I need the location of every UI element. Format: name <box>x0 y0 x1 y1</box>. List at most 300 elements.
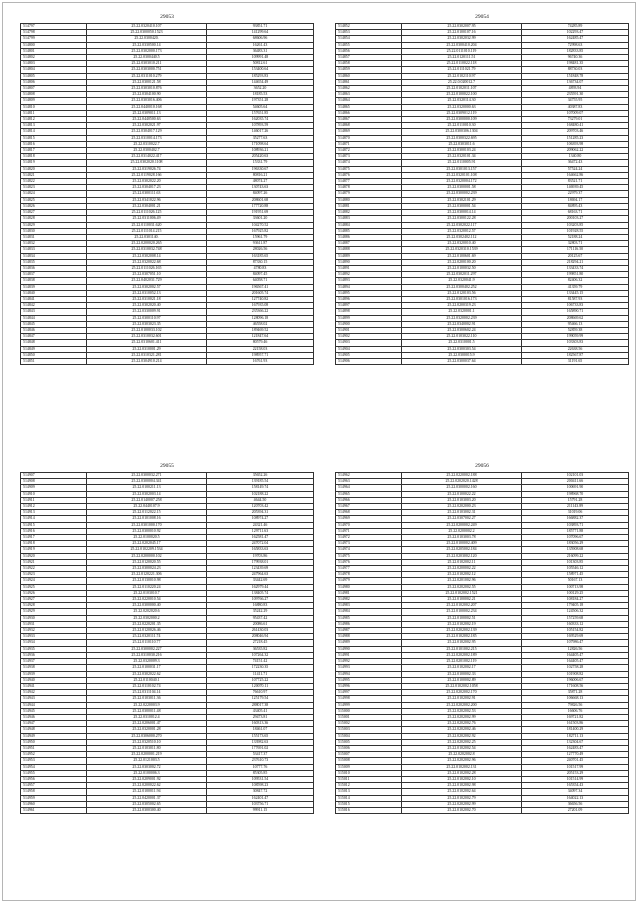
row-number-cell: 514907 <box>21 473 87 479</box>
amount-cell: 107096.67 <box>522 535 629 541</box>
parcel-code-cell: 25.22.0101008.16 <box>87 516 207 522</box>
parcel-code-cell: 25.22.0300402.252 <box>402 284 522 290</box>
row-number-cell: 515008 <box>336 758 402 764</box>
amount-cell: 85305.85 <box>207 770 314 776</box>
amount-cell: 18461.07 <box>207 727 314 733</box>
row-number-cell: 514997 <box>336 690 402 696</box>
amount-cell: 100691.90 <box>522 485 629 491</box>
parcel-code-cell: 25.22.0309012.119 <box>402 110 522 116</box>
amount-cell: 133445.15 <box>522 290 629 296</box>
row-number-cell: 514872 <box>336 148 402 154</box>
row-number-cell: 514878 <box>336 185 402 191</box>
amount-cell: 100129.25 <box>522 590 629 596</box>
amount-cell: 106668.13 <box>522 696 629 702</box>
amount-cell: 155173.65 <box>207 733 314 739</box>
parcel-code-cell: 25.22.0310032.601 <box>87 334 207 340</box>
parcel-code-cell: 25.22.0110220.24 <box>87 584 207 590</box>
parcel-code-cell: 25.22.0120221.306 <box>87 572 207 578</box>
parcel-code-cell: 25.22.0320002.239 <box>402 315 522 321</box>
parcel-code-cell: 25.22.0102002.98 <box>402 783 522 789</box>
row-number-cell: 514871 <box>336 141 402 147</box>
amount-cell: 73279.01 <box>522 117 629 123</box>
amount-cell: 35652.26 <box>207 473 314 479</box>
amount-cell: 80816.21 <box>207 172 314 178</box>
row-number-cell: 514827 <box>21 210 87 216</box>
row-number-cell: 514798 <box>21 30 87 36</box>
row-number-cell: 514957 <box>21 783 87 789</box>
row-number-cell: 514986 <box>336 621 402 627</box>
parcel-code-cell: 25.22.0310022.7 <box>87 141 207 147</box>
amount-cell: 52859.38 <box>522 327 629 333</box>
amount-cell: 196330.67 <box>207 166 314 172</box>
parcel-code-cell: 25.22.0100002.21 <box>402 597 522 603</box>
row-number-cell: 514971 <box>336 528 402 534</box>
parcel-code-cell: 25.22.0301016.173 <box>402 296 522 302</box>
amount-cell: 103756.71 <box>207 801 314 807</box>
row-number-cell: 514913 <box>21 510 87 516</box>
amount-cell: 127740.82 <box>207 296 314 302</box>
parcel-code-cell: 25.22.0320010.40 <box>402 241 522 247</box>
amount-cell: 103303.83 <box>522 340 629 346</box>
parcel-code-cell: 25.22.0102002.95 <box>402 640 522 646</box>
row-number-cell: 514905 <box>336 352 402 358</box>
amount-cell: 22979.37 <box>522 191 629 197</box>
parcel-code-cell: 25.22.0309011.13 <box>87 110 207 116</box>
row-number-cell: 514920 <box>21 553 87 559</box>
row-number-cell: 514804 <box>21 67 87 73</box>
parcel-code-cell: 25.22.0100002.409 <box>402 541 522 547</box>
row-number-cell: 514899 <box>336 315 402 321</box>
parcel-table <box>335 23 629 365</box>
row-number-cell: 514816 <box>21 141 87 147</box>
parcel-code-cell: 25.22.0110040.1 <box>87 677 207 683</box>
amount-cell: 108936.21 <box>207 148 314 154</box>
amount-cell: 30847.72 <box>207 789 314 795</box>
parcel-code-cell: 25.22.0320041.9 <box>402 278 522 284</box>
row-number-cell: 514938 <box>21 665 87 671</box>
row-number-cell: 514980 <box>336 584 402 590</box>
amount-cell: 247964.63 <box>207 572 314 578</box>
row-number-cell: 514990 <box>336 646 402 652</box>
amount-cell: 166882.37 <box>522 516 629 522</box>
amount-cell: 76610.97 <box>207 690 314 696</box>
row-number-cell: 514825 <box>21 197 87 203</box>
parcel-code-cell: 25.22.0301000.170 <box>87 522 207 528</box>
parcel-code-cell: 25.22.0310021.18 <box>87 296 207 302</box>
parcel-code-cell: 25.22.0130010.98 <box>87 578 207 584</box>
row-number-cell: 514914 <box>21 516 87 522</box>
row-number-cell: 514815 <box>21 135 87 141</box>
parcel-code-cell: 25.22.0302101.29 <box>402 197 522 203</box>
parcel-code-cell: 25.22.0200319.23 <box>402 303 522 309</box>
parcel-code-cell: 25.22.0.020012.7 <box>402 79 522 85</box>
row-number-cell: 514958 <box>21 789 87 795</box>
amount-cell: 208046.94 <box>207 634 314 640</box>
parcel-code-cell: 25.22.0201002.96 <box>402 578 522 584</box>
row-number-cell: 515013 <box>336 789 402 795</box>
parcel-code-cell: 25.22.0200001.219 <box>87 752 207 758</box>
parcel-code-cell: 25.22.0303000.751 <box>87 67 207 73</box>
row-number-cell: 514810 <box>21 104 87 110</box>
parcel-code-cell: 25.22.0202002.46 <box>402 727 522 733</box>
amount-cell: 160333.12 <box>522 621 629 627</box>
amount-cell: 109991.48 <box>207 55 314 61</box>
amount-cell: 19703.86 <box>207 553 314 559</box>
parcel-table-block <box>335 463 629 814</box>
parcel-code-cell: 25.22.0301140. <box>87 234 207 240</box>
parcel-code-cell: 25.22.0102002.12 <box>402 572 522 578</box>
row-number-cell: 514806 <box>21 79 87 85</box>
row-number-cell: 514835 <box>21 259 87 265</box>
amount-cell: 36483.31 <box>207 48 314 54</box>
parcel-code-cell: 25.22.0300002.160 <box>402 485 522 491</box>
amount-cell: 177720.88 <box>207 203 314 209</box>
amount-cell: 158971.45 <box>522 572 629 578</box>
parcel-code-cell: 25.22.0102110.97 <box>402 73 522 79</box>
row-number-cell: 514811 <box>21 110 87 116</box>
amount-cell: 237610.73 <box>207 758 314 764</box>
parcel-code-cell: 25.22.0100022.100 <box>402 92 522 98</box>
row-number-cell: 514891 <box>336 265 402 271</box>
parcel-code-cell: 25.22.0103002.31 <box>402 510 522 516</box>
parcel-code-cell: 25.22.0302011.297 <box>402 272 522 278</box>
amount-cell: 139185.54 <box>207 479 314 485</box>
parcel-code-cell: 25.22.0300122.28 <box>402 216 522 222</box>
amount-cell: 209703.46 <box>522 129 629 135</box>
row-number-cell: 514959 <box>21 795 87 801</box>
row-number-cell: 514983 <box>336 603 402 609</box>
amount-cell: 205420.63 <box>207 154 314 160</box>
parcel-code-cell: 25.22.0202002.55 <box>402 584 522 590</box>
parcel-code-cell: 25.22.0111026.125 <box>87 210 207 216</box>
row-number-cell: 514962 <box>336 473 402 479</box>
parcel-code-cell: 25.22.0102002.91 <box>402 696 522 702</box>
row-number-cell: 515002 <box>336 721 402 727</box>
amount-cell: 129711.63 <box>207 528 314 534</box>
parcel-code-cell: 25.22.0100031.17 <box>87 665 207 671</box>
row-number-cell: 514942 <box>21 690 87 696</box>
row-number-cell: 514943 <box>21 696 87 702</box>
row-number-cell: 514948 <box>21 727 87 733</box>
amount-cell: 235366.22 <box>207 309 314 315</box>
row-number-cell: 515007 <box>336 752 402 758</box>
row-number-cell: 514836 <box>21 265 87 271</box>
amount-cell: 18694.17 <box>522 197 629 203</box>
row-number-cell: 514991 <box>336 652 402 658</box>
amount-cell: 106733.83 <box>522 303 629 309</box>
amount-cell: 141299.64 <box>207 30 314 36</box>
row-number-cell: 514987 <box>336 628 402 634</box>
row-number-cell: 514840 <box>21 290 87 296</box>
amount-cell: 40387.83 <box>522 104 629 110</box>
row-number-cell: 514889 <box>336 253 402 259</box>
amount-cell: 185771.88 <box>522 528 629 534</box>
row-number-cell: 514994 <box>336 671 402 677</box>
row-number-cell: 514915 <box>21 522 87 528</box>
amount-cell: 182567.87 <box>522 352 629 358</box>
amount-cell: 41359.79 <box>522 284 629 290</box>
row-number-cell: 514970 <box>336 522 402 528</box>
row-number-cell: 514864 <box>336 98 402 104</box>
amount-cell: 123439.69 <box>207 566 314 572</box>
amount-cell: 20086.61 <box>207 621 314 627</box>
row-number-cell: 514818 <box>21 154 87 160</box>
amount-cell: 171116.50 <box>522 247 629 253</box>
row-number-cell: 514808 <box>21 92 87 98</box>
amount-cell: 197351.28 <box>207 98 314 104</box>
parcel-code-cell: 25.22.0320410.107 <box>87 24 207 30</box>
amount-cell: 216099.22 <box>522 553 629 559</box>
amount-cell: 209062.22 <box>522 148 629 154</box>
parcel-table-block <box>335 14 629 365</box>
parcel-code-cell: 25.22.0300010.92 <box>87 528 207 534</box>
amount-cell: 208669.62 <box>522 315 629 321</box>
parcel-code-cell: 25.22.0303023.35 <box>87 321 207 327</box>
row-number-cell: 514844 <box>21 315 87 321</box>
parcel-code-cell: 25.22.0302032.99 <box>402 36 522 42</box>
amount-cell: 33601.20 <box>207 216 314 222</box>
block-title: 29053 <box>160 14 174 20</box>
amount-cell: 109531.54 <box>207 776 314 782</box>
amount-cell: 167935.08 <box>207 303 314 309</box>
amount-cell: 79826.56 <box>522 702 629 708</box>
parcel-code-cell: 25.22.0300440.5 <box>87 55 207 61</box>
amount-cell: 135908.68 <box>522 547 629 553</box>
row-number-cell: 514830 <box>21 228 87 234</box>
parcel-code-cell: 25.22.0120111.51 <box>402 55 522 61</box>
amount-cell: 198957.71 <box>207 352 314 358</box>
amount-cell: 87330.15 <box>207 259 314 265</box>
parcel-code-cell: 25.22.0320009.3 <box>87 659 207 665</box>
amount-cell: 177691.02 <box>207 745 314 751</box>
row-number-cell: 514952 <box>21 752 87 758</box>
amount-cell: 240701.45 <box>522 758 629 764</box>
amount-cell: 68606.96 <box>207 36 314 42</box>
parcel-code-cell: 25.22.0300015.9 <box>402 352 522 358</box>
parcel-code-cell: 25.22.0100022.22 <box>402 491 522 497</box>
parcel-code-cell: 25.22.0320111.74 <box>87 634 207 640</box>
amount-cell: 101908.82 <box>522 671 629 677</box>
row-number-cell: 514925 <box>21 584 87 590</box>
amount-cell: 162035.74 <box>207 117 314 123</box>
row-number-cell: 514916 <box>21 528 87 534</box>
row-number-cell: 514849 <box>21 346 87 352</box>
amount-cell: 93851.71 <box>207 24 314 30</box>
amount-cell: 200103.27 <box>522 216 629 222</box>
amount-cell: 151848.78 <box>522 73 629 79</box>
parcel-code-cell: 25.22.0100211.13 <box>87 485 207 491</box>
row-number-cell: 514829 <box>21 222 87 228</box>
row-number-cell: 514826 <box>21 203 87 209</box>
parcel-code-cell: 25.22.0320000.63 <box>402 104 522 110</box>
amount-cell: 162401.47 <box>207 795 314 801</box>
row-number-cell: 515011 <box>336 776 402 782</box>
row-number-cell: 514892 <box>336 272 402 278</box>
row-number-cell: 514799 <box>21 36 87 42</box>
parcel-code-cell: 25.22.0202000.23 <box>402 504 522 510</box>
parcel-code-cell: 25.22.0102002.79 <box>402 795 522 801</box>
amount-cell: 198968.70 <box>522 491 629 497</box>
row-number-cell: 514893 <box>336 278 402 284</box>
amount-cell: 108974.27 <box>207 516 314 522</box>
row-number-cell: 514937 <box>21 659 87 665</box>
row-number-cell: 515003 <box>336 727 402 733</box>
block-title: 29055 <box>160 463 174 469</box>
amount-cell: 74285.89 <box>522 24 629 30</box>
parcel-code-cell: 25.22.0220002.188 <box>402 473 522 479</box>
row-number-cell: 514933 <box>21 634 87 640</box>
parcel-code-cell: 25.22.0341022.96 <box>87 197 207 203</box>
row-number-cell: 514953 <box>21 758 87 764</box>
amount-cell: 157259.68 <box>522 615 629 621</box>
amount-cell: 181400.29 <box>522 727 629 733</box>
parcel-code-cell: 25.22.0100002.33 <box>402 671 522 677</box>
row-number-cell: 514904 <box>336 346 402 352</box>
parcel-code-cell: 25.22.0300410.204 <box>402 42 522 48</box>
amount-cell: 132304.67 <box>522 739 629 745</box>
parcel-code-cell: 25.22.0303010.211 <box>87 61 207 67</box>
amount-cell: 31191.65 <box>522 358 629 364</box>
amount-cell: 120703.42 <box>207 504 314 510</box>
parcel-code-cell: 25.22.0102002.10 <box>402 776 522 782</box>
row-number-cell: 514982 <box>336 597 402 603</box>
amount-cell: 27218.45 <box>207 640 314 646</box>
parcel-code-cell: 25.22.0302020.1108 <box>87 160 207 166</box>
amount-cell: 130743.63 <box>207 185 314 191</box>
parcel-code-cell: 25.22.0110005.91 <box>402 160 522 166</box>
parcel-code-cell: 25.22.0101002.215 <box>402 646 522 652</box>
row-number-cell: 514848 <box>21 340 87 346</box>
row-number-cell: 514819 <box>21 160 87 166</box>
amount-cell: 16606.76 <box>522 708 629 714</box>
amount-cell: 127770.49 <box>522 752 629 758</box>
parcel-code-cell: 25.22.0200002.2 <box>402 528 522 534</box>
parcel-code-cell: 25.22.0440107.9 <box>87 504 207 510</box>
row-number-cell: 514847 <box>21 334 87 340</box>
row-number-cell: 514995 <box>336 677 402 683</box>
parcel-code-cell: 25.22.0103010.7 <box>87 590 207 596</box>
parcel-code-cell: 25.22.0302008.14 <box>87 253 207 259</box>
parcel-code-cell: 25.22.0202002.170 <box>402 690 522 696</box>
amount-cell: 200411.66 <box>522 479 629 485</box>
row-number-cell: 514967 <box>336 504 402 510</box>
amount-cell: 182711.13 <box>522 733 629 739</box>
parcel-code-cell: 25.22.0304100.90 <box>87 92 207 98</box>
parcel-code-cell: 25.22.0303011.6 <box>402 141 522 147</box>
parcel-code-cell: 25.22.0300001.54 <box>402 203 522 209</box>
row-number-cell: 514877 <box>336 179 402 185</box>
amount-cell: 57524.24 <box>522 166 629 172</box>
parcel-code-cell: 25.22.0100011.94 <box>87 789 207 795</box>
amount-cell: 36472.43 <box>522 160 629 166</box>
row-number-cell: 514956 <box>21 776 87 782</box>
row-number-cell: 514803 <box>21 61 87 67</box>
row-number-cell: 514863 <box>336 92 402 98</box>
row-number-cell: 514988 <box>336 634 402 640</box>
amount-cell: 107893.59 <box>207 123 314 129</box>
amount-cell: 3652.20 <box>207 86 314 92</box>
parcel-code-cell: 25.22.0310032.748 <box>87 247 207 253</box>
parcel-code-cell: 25.22.0202020.1428 <box>402 479 522 485</box>
row-number-cell: 514874 <box>336 160 402 166</box>
parcel-code-cell: 25.22.0300300.40 <box>87 807 207 813</box>
amount-cell: 102293.47 <box>522 30 629 36</box>
amount-cell: 196006.67 <box>522 677 629 683</box>
row-number-cell: 514873 <box>336 154 402 160</box>
amount-cell: 35277.63 <box>207 135 314 141</box>
amount-cell: 133982.63 <box>207 739 314 745</box>
row-number-cell: 514931 <box>21 621 87 627</box>
amount-cell: 167925.82 <box>207 228 314 234</box>
row-number-cell: 514928 <box>21 603 87 609</box>
amount-cell: 100713.98 <box>522 584 629 590</box>
amount-cell: 32803.71 <box>522 241 629 247</box>
row-number-cell: 514853 <box>336 30 402 36</box>
row-number-cell: 514901 <box>336 327 402 333</box>
row-number-cell: 514902 <box>336 334 402 340</box>
parcel-code-cell: 25.22.0220201.35 <box>87 621 207 627</box>
row-number-cell: 514950 <box>21 739 87 745</box>
parcel-code-cell: 25.22.0310001.29 <box>87 346 207 352</box>
row-number-cell: 514862 <box>336 86 402 92</box>
parcel-code-cell: 25.22.0320114.30 <box>402 98 522 104</box>
row-number-cell: 514964 <box>336 485 402 491</box>
amount-cell: 171098.64 <box>207 141 314 147</box>
amount-cell: 185293.83 <box>207 73 314 79</box>
parcel-code-cell: 25.22.0220010.54 <box>87 597 207 603</box>
row-number-cell: 514978 <box>336 572 402 578</box>
amount-cell: 164405.47 <box>522 659 629 665</box>
parcel-code-cell: 25.22.0202002.139 <box>402 628 522 634</box>
parcel-code-cell: 25.22.0205002.184 <box>402 547 522 553</box>
parcel-code-cell: 25.22.0100002.89 <box>402 677 522 683</box>
amount-cell: 169721.82 <box>522 714 629 720</box>
row-number-cell: 514924 <box>21 578 87 584</box>
parcel-code-cell: 25.22.0302022.62 <box>87 671 207 677</box>
row-number-cell: 514885 <box>336 228 402 234</box>
row-number-cell: 514814 <box>21 129 87 135</box>
amount-cell: 103203.85 <box>522 222 629 228</box>
parcel-code-cell: 25.22.0303010.876 <box>87 86 207 92</box>
amount-cell: 18185.53 <box>207 92 314 98</box>
amount-cell: 28026.56 <box>207 247 314 253</box>
amount-cell: 105154.82 <box>522 628 629 634</box>
amount-cell: 189469.52 <box>207 327 314 333</box>
amount-cell: 27201.09 <box>522 807 629 813</box>
amount-cell: 68163.71 <box>522 210 629 216</box>
parcel-code-cell: 25.22.0300037.64 <box>402 358 522 364</box>
parcel-code-cell: 25.22.0300000.40 <box>87 603 207 609</box>
parcel-code-cell: 25.22.0300103.24 <box>402 148 522 154</box>
row-number-cell: 514805 <box>21 73 87 79</box>
row-number-cell: 514911 <box>21 497 87 503</box>
parcel-code-cell: 25.22.0302000.173 <box>87 48 207 54</box>
parcel-code-cell: 25.22.0111014.215 <box>87 228 207 234</box>
amount-cell: 161503.86 <box>522 721 629 727</box>
parcel-code-cell: 25.22.0300306.1304 <box>402 129 522 135</box>
parcel-code-cell: 25.22.0300004.341 <box>87 479 207 485</box>
row-number-cell: 514861 <box>336 79 402 85</box>
parcel-code-cell: 25.22.0102002.207 <box>402 603 522 609</box>
amount-cell: 133433.74 <box>522 265 629 271</box>
row-number-cell: 514851 <box>21 358 87 364</box>
parcel-code-cell: 25.22.0112022.15 <box>87 510 207 516</box>
row-number-cell: 514969 <box>336 516 402 522</box>
amount-cell: 168480.41 <box>522 123 629 129</box>
parcel-code-cell: 25.22.0209001.92 <box>87 776 207 782</box>
amount-cell: 101517.99 <box>522 764 629 770</box>
parcel-code-cell: 25.22.0102002.11 <box>402 559 522 565</box>
